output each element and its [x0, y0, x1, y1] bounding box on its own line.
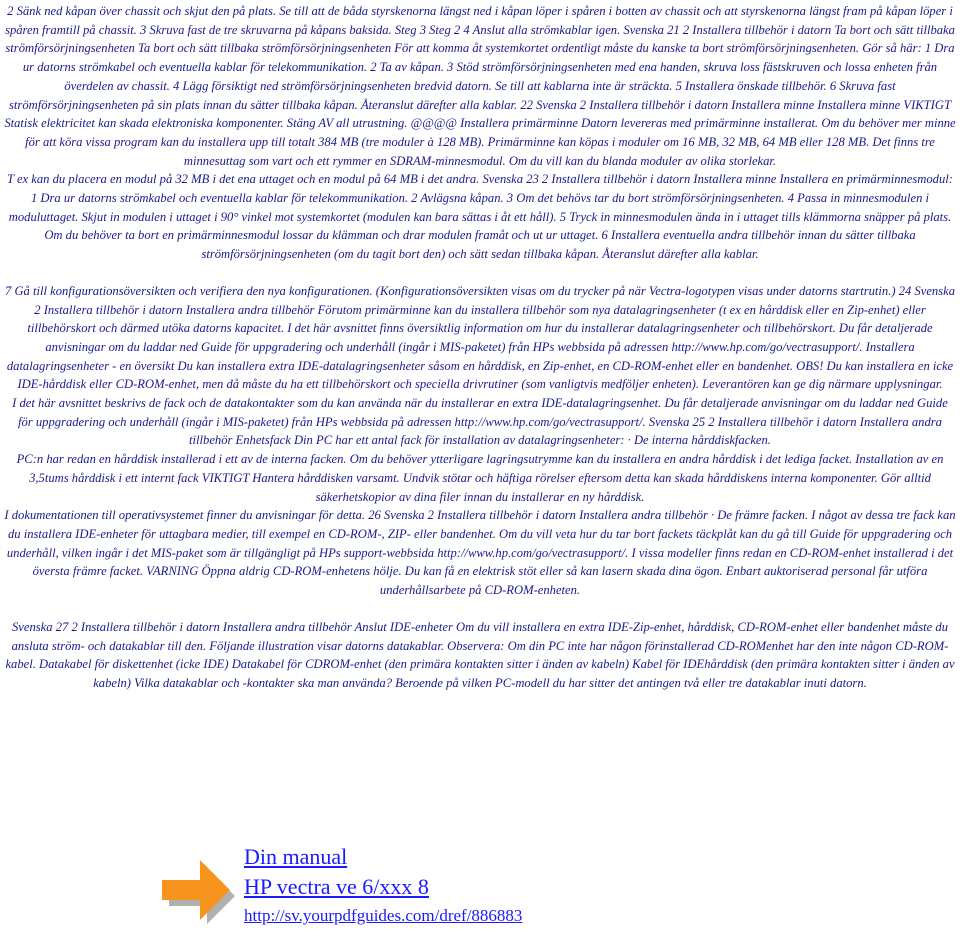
- paragraph-gap: [4, 600, 956, 618]
- manual-link[interactable]: Din manual: [244, 844, 348, 869]
- paragraph-1: 2 Sänk ned kåpan över chassit och skjut den på plats. Se till att de båda styrskenorna längst ned i kåpan löper i spåren i botten av chassit och att styrskenorna längst fram på kåpan löper i spåren framtill på chassit. 3 Skruva fast de tre skruvarna på kåpans baksida. Steg 3 Steg 2 4 Anslut alla strömkablar igen. Svenska 21 2 Installera tillbehör i datorn Ta bort och sätt tillbaka strömförsörjningsenheten Ta bort och sätt tillbaka strömförsörjningsenheten För att komma åt systemkortet ordentligt måste du kanske ta bort strömförsörjningsenheten. Gör så här: 1 Dra ur datorns strömkabel och eventuella kablar för telekommunikation. 2 Ta av kåpan. 3 Stöd strömförsörjningsenheten med ena handen, skruva loss fästskruven och lossa enheten från överdelen av chassit. 4 Lägg försiktigt ned strömförsörjningsenheten bredvid datorn. Se till att kablarna inte är sträckta. 5 Installera önskade tillbehör. 6 Skruva fast strömförsörjningsenheten på sin plats innan du sätter tillbaka kåpan. Återanslut därefter alla kablar. 22 Svenska 2 Installera tillbehör i datorn Installera minne Installera minne VIKTIGT Statisk elektricitet kan skada elektroniska komponenter. Stäng AV all utrustning. @@@@ Installera primärminne Datorn levereras med primärminne installerat. Om du behöver mer minne för att köra vissa program kan du installera upp till totalt 384 MB (tre moduler à 128 MB). Primärminne kan köpas i moduler om 16 MB, 32 MB, 64 MB eller 128 MB. Det finns tre minnesuttag som vart och ett rymmer en SDRAM-minnesmodul. Om du vill kan du blanda moduler av olika storlekar.: [4, 4, 956, 168]
- paragraph-3: 7 Gå till konfigurationsöversikten och verifiera den nya konfigurationen. (Konfigurationsöversikten visas om du trycker på när Vectra-logotypen visas under datorns startrutin.) 24 Svenska 2 Installera tillbehör i datorn Installera andra tillbehör Förutom primärminne kan du installera tillbehör som nya datalagringsenheter (t ex en hårddisk eller en Zip-enhet) eller tillbehörskort och därmed utöka datorns kapacitet. I det här avsnittet finns översiktlig information om hur du installerar datalagringsenheter och tillbehörskort. Du får detaljerade anvisningar om du laddar ned Guide för uppgradering och underhåll (ingår i MIS-paketet) från HPs webbsida på adressen http://www.hp.com/go/vectrasupport/. Installera datalagringsenheter - en översikt Du kan installera extra IDE-datalagringsenheter såsom en hårddisk, en Zip-enhet, en CD-ROM-enhet eller en bandenhet. OBS! Du kan installera en icke IDE-hårddisk eller CD-ROM-enhet, men då måste du ha ett tillbehörskort och speciella drivrutiner (som vanligtvis medföljer enheten). Leverantören kan ge dig närmare upplysningar.: [5, 283, 955, 392]
- paragraph-6: I dokumentationen till operativsystemet finner du anvisningar för detta. 26 Svenska 2 Installera tillbehör i datorn Installera andra tillbehör · De främre facken. I något av dessa tre fack kan du installera IDE-enheter för uttagbara medier, till exempel en CD-ROM-, ZIP- eller bandenhet. Om du vill veta hur du tar bort fackets täckplåt kan du gå till Guide för uppgradering och underhåll, vilken ingår i det MIS-paket som är tillgängligt på HPs support-webbsida http://www.hp.com/go/vectrasupport/. I vissa modeller finns redan en CD-ROM-enhet installerad i det översta främre facket. VARNING Öppna aldrig CD-ROM-enhetens hölje. Du kan få en elektrisk stöt eller så kan lasern skada dina ögon. Enbart auktoriserad personal får utföra underhållsarbete på CD-ROM-enheten.: [4, 508, 956, 598]
- product-link[interactable]: HP vectra ve 6/xxx 8: [244, 874, 429, 899]
- paragraph-7: Svenska 27 2 Installera tillbehör i datorn Installera andra tillbehör Anslut IDE-enheter Om du vill installera en extra IDE-Zip-enhet, hårddisk, CD-ROM-enhet eller bandenhet måste du ansluta ström- och datakablar till den. Följande illustration visar datorns datakablar. Observera: Om din PC inte har någon förinstallerad CD-ROMenhet har den inte någon CD-ROM-kabel. Datakabel för diskettenhet (icke IDE) Datakabel för CDROM-enhet (den primära kontakten sitter i änden av kabeln) Kabel för IDEhårddisk (den primära kontakten sitter i änden av kabeln) Vilka datakablar och -kontakter ska man använda? Beroende på vilken PC-modell du har sitter det antingen två eller tre datakablar inuti datorn.: [5, 619, 955, 690]
- paragraph-2: T ex kan du placera en modul på 32 MB i det ena uttaget och en modul på 64 MB i det andra. Svenska 23 2 Installera tillbehör i datorn Installera minne Installera en primärminnesmodul: 1 Dra ur datorns strömkabel och eventuella kablar för telekommunikation. 2 Avlägsna kåpan. 3 Om det behövs tar du bort strömförsörjningsenheten. 4 Passa in minnesmodulen i moduluttaget. Skjut in modulen i uttaget i 90° vinkel mot systemkortet (modulen kan bara sättas i åt ett håll). 5 Tryck in minnesmodulen ända in i uttaget tills klämmorna snäpper på plats. Om du behöver ta bort en primärminnesmodul lossar du klämman och drar modulen framåt och ut ur uttaget. 6 Installera eventuella andra tillbehör innan du sätter tillbaka strömförsörjningsenheten (om du tagit bort den) och sätt sedan tillbaka kåpan. Återanslut därefter alla kablar.: [7, 172, 953, 262]
- manual-footer: [160, 842, 920, 942]
- paragraph-gap: [4, 264, 956, 282]
- orange-arrow-icon: [160, 852, 236, 926]
- paragraph-4: I det här avsnittet beskrivs de fack och de datakontakter som du kan använda när du installerar en extra IDE-datalagringsenhet. Du får detaljerade anvisningar om du laddar ned Guide för uppgradering och underhåll (ingår i MIS-paketet) från HPs webbsida på adressen http://www.hp.com/go/vectrasupport/. Svenska 25 2 Installera tillbehör i datorn Installera andra tillbehör Enhetsfack Din PC har ett antal fack för installation av datalagringsenheter: · De interna hårddiskfacken.: [12, 396, 948, 448]
- document-body: [4, 2, 956, 693]
- paragraph-5: PC:n har redan en hårddisk installerad i ett av de interna facken. Om du behöver ytterligare lagringsutrymme kan du installera en andra hårddisk i det lediga facket. Installation av en 3,5tums hårddisk i ett internt fack VIKTIGT Hantera hårddisken varsamt. Undvik stötar och häftiga rörelser eftersom detta kan skada hårddiskens interna komponenter. Gör alltid säkerhetskopior av dina filer innan du installerar en ny hårddisk.: [16, 452, 944, 504]
- manual-url-link[interactable]: http://sv.yourpdfguides.com/dref/886883: [244, 906, 523, 925]
